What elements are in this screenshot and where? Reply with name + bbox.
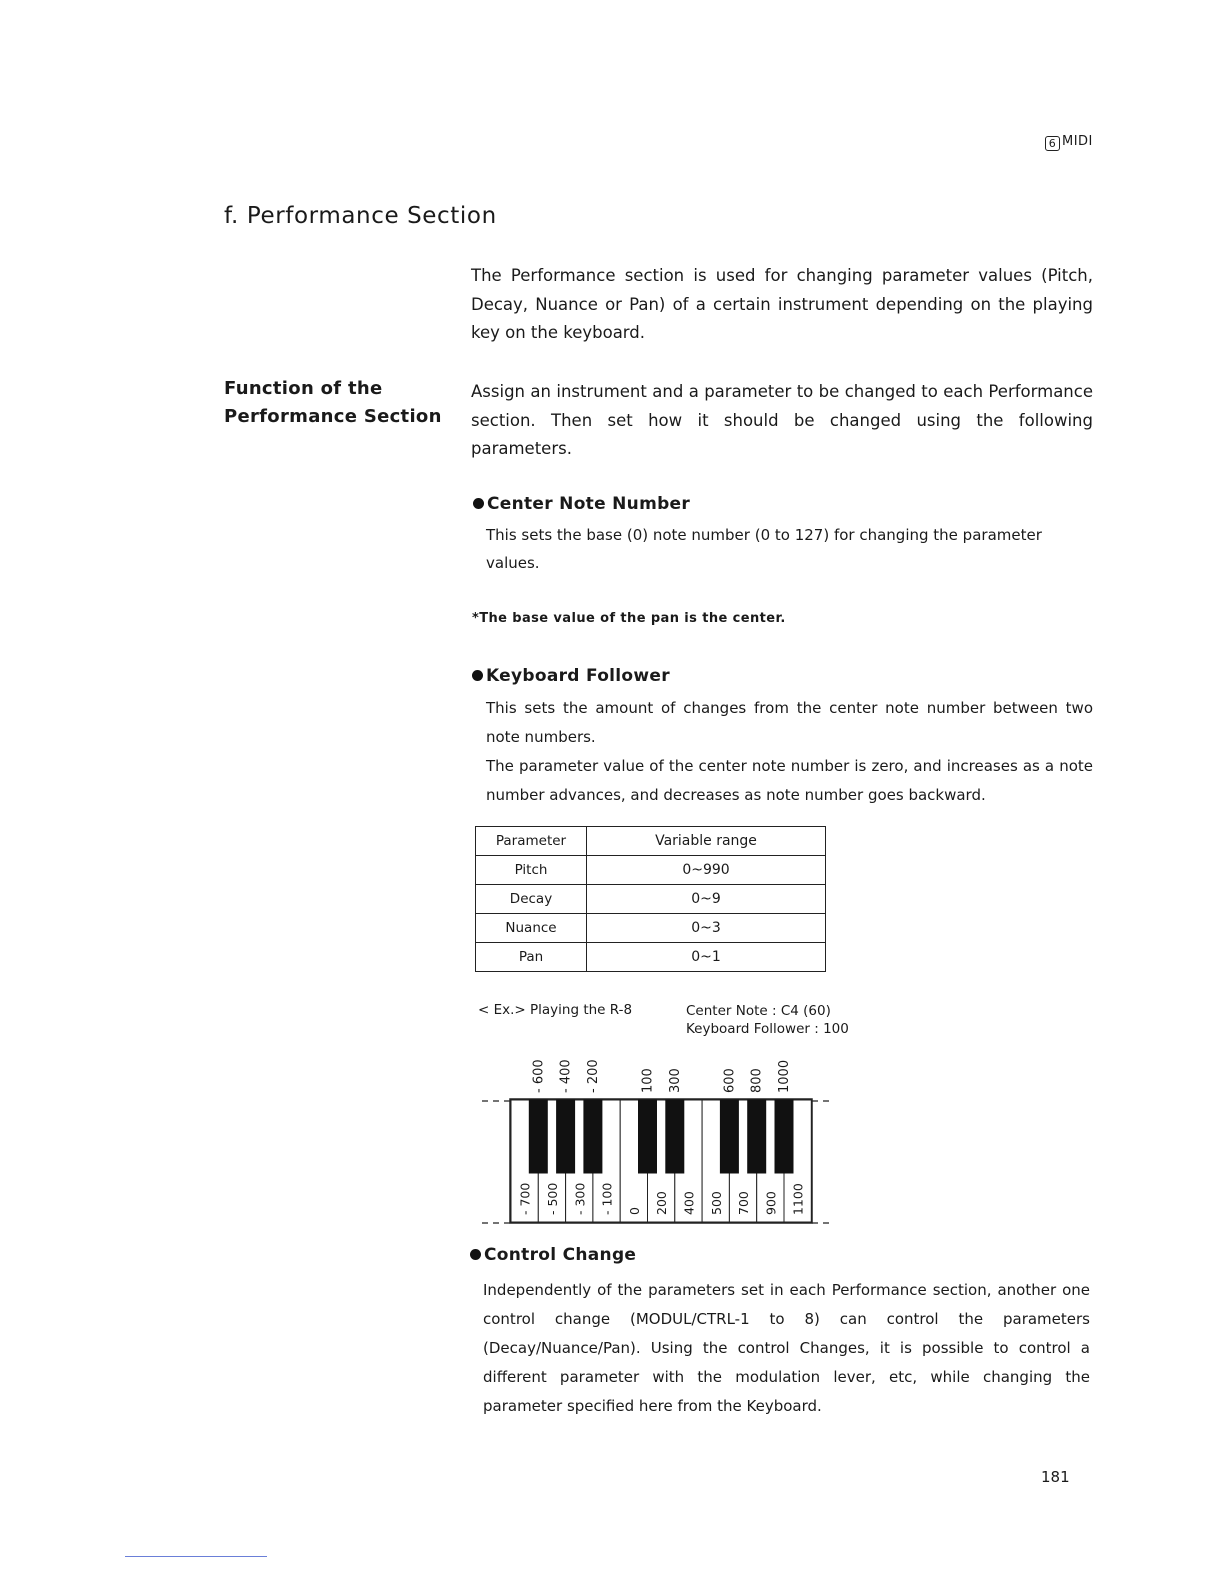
black-key-value: 600 (722, 1068, 738, 1093)
table-cell: Pitch (476, 856, 587, 885)
page-number: 181 (1041, 1468, 1070, 1486)
bullet-icon (472, 670, 483, 681)
table-header-range: Variable range (587, 827, 826, 856)
black-key (639, 1100, 657, 1173)
center-note-heading-text: Center Note Number (487, 494, 691, 514)
black-key (584, 1100, 602, 1173)
function-heading (224, 375, 442, 431)
control-change-heading (470, 1245, 636, 1265)
black-key-value: 100 (640, 1068, 656, 1093)
table-cell: 0~1 (587, 943, 826, 972)
black-key-value: 300 (667, 1068, 683, 1093)
white-key-value: 0 (626, 1207, 642, 1215)
black-key-value: - 600 (531, 1059, 547, 1093)
white-key-value: 500 (708, 1191, 724, 1215)
table-cell: 0~3 (587, 914, 826, 943)
white-key-value: 700 (736, 1191, 752, 1215)
keyboard-follower-body1: This sets the amount of changes from the center note number between two note numbers. (486, 699, 1093, 746)
page-title: f. Performance Section (224, 203, 497, 229)
footer-rule (125, 1556, 267, 1557)
table-cell: 0~9 (587, 885, 826, 914)
white-key-value: 900 (763, 1191, 779, 1215)
example-center-note: Center Note : C4 (60) (686, 1003, 831, 1019)
pan-note: *The base value of the pan is the center. (472, 611, 786, 626)
table-header-parameter: Parameter (476, 827, 587, 856)
black-key-value: - 200 (585, 1059, 601, 1093)
black-key (529, 1100, 547, 1173)
black-key (666, 1100, 684, 1173)
center-note-paragraph: This sets the base (0) note number (0 to 127) for changing the parameter values. (486, 526, 1042, 572)
white-key-value: - 700 (517, 1182, 533, 1215)
keyboard-diagram (480, 1043, 840, 1235)
table-cell: Nuance (476, 914, 587, 943)
table-cell: Pan (476, 943, 587, 972)
white-key-value: 1100 (790, 1183, 806, 1215)
black-key (557, 1100, 575, 1173)
section-name: MIDI (1062, 134, 1093, 149)
section-tag (1045, 134, 1093, 151)
black-key (720, 1100, 738, 1173)
keyboard-follower-body2: The parameter value of the center note number is zero, and increases as a note number advances, and decreases as note number goes backward. (486, 757, 1093, 804)
example-keyboard-follower: Keyboard Follower : 100 (686, 1021, 849, 1037)
intro-paragraph: The Performance section is used for changing parameter values (Pitch, Decay, Nuance or Pan) of a certain instrument depending on the playing key on the keyboard. (471, 266, 1093, 342)
white-key-value: - 500 (544, 1182, 560, 1215)
black-key (748, 1100, 766, 1173)
example-label: < Ex.> Playing the R-8 (478, 1002, 633, 1018)
black-key (775, 1100, 793, 1173)
white-key-value: - 300 (572, 1182, 588, 1215)
bullet-icon (473, 498, 484, 509)
parameter-range-table (475, 826, 826, 972)
table-row (476, 885, 826, 914)
function-heading-line2: Performance Section (224, 406, 442, 427)
example-settings (686, 1002, 849, 1038)
keyboard-follower-heading-text: Keyboard Follower (486, 666, 670, 686)
white-key-value: - 100 (599, 1182, 615, 1215)
function-paragraph: Assign an instrument and a parameter to be changed to each Performance section. Then set how it should be changed using the following parameters. (471, 382, 1093, 458)
black-key-value: 1000 (777, 1059, 792, 1093)
bullet-icon (470, 1249, 481, 1260)
table-row (476, 856, 826, 885)
table-cell: 0~990 (587, 856, 826, 885)
white-key-value: 200 (654, 1191, 670, 1215)
keyboard-follower-heading (472, 666, 670, 686)
control-change-heading-text: Control Change (484, 1245, 637, 1265)
table-cell: Decay (476, 885, 587, 914)
center-note-heading (473, 494, 690, 514)
table-row (476, 914, 826, 943)
table-header-row (476, 827, 826, 856)
table-row (476, 943, 826, 972)
black-key-value: 800 (749, 1068, 765, 1093)
section-number-badge: 6 (1045, 136, 1060, 151)
function-heading-line1: Function of the (224, 378, 383, 399)
control-change-paragraph: Independently of the parameters set in each Performance section, another one control change (MODUL/CTRL-1 to 8) can control the parameters (Decay/Nuance/Pan). Using the control Changes, it is possible to control a different parameter with the modulation lever, etc, while changing the parameter specified here from the Keyboard. (483, 1281, 1090, 1415)
white-key-value: 400 (681, 1191, 697, 1215)
black-key-value: - 400 (558, 1059, 574, 1093)
keyboard-follower-paragraph (486, 694, 1093, 810)
